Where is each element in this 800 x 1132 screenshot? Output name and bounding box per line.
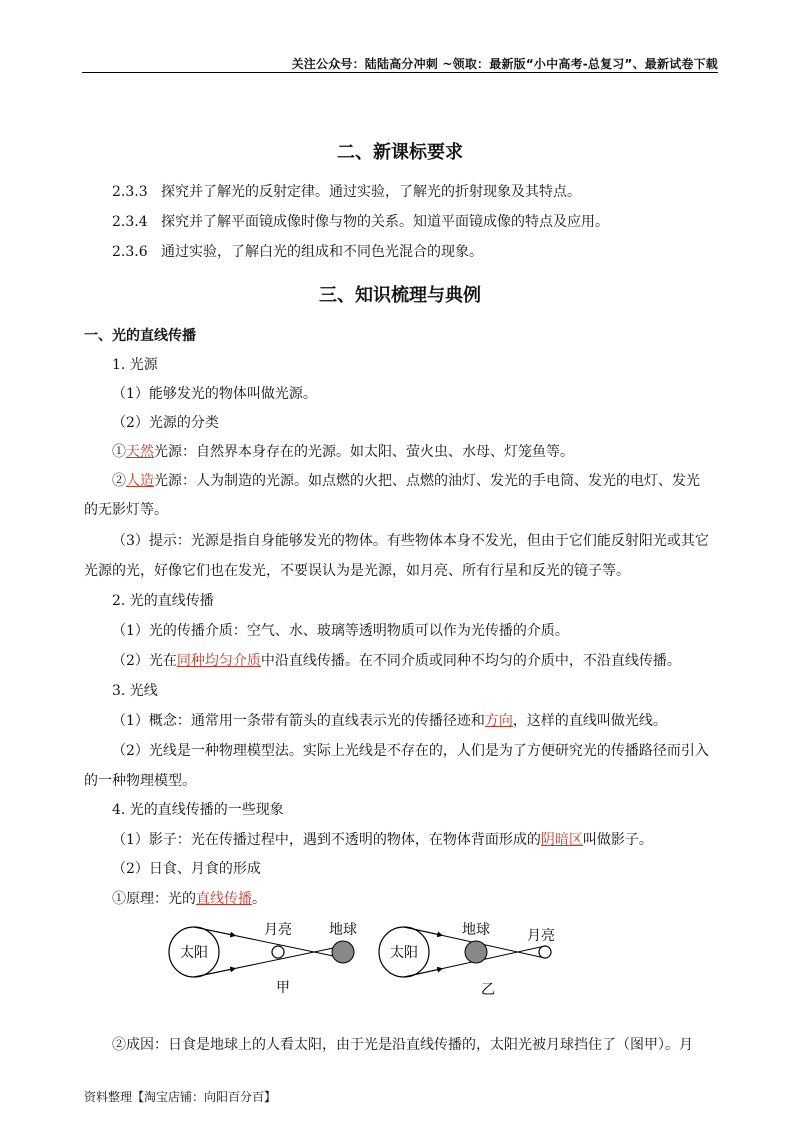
- paragraph-text: 光源：自然界本身存在的光源。如太阳、萤火虫、水母、灯笼鱼等。: [154, 444, 574, 460]
- paragraph-text: （1）影子：光在传播过程中，遇到不透明的物体，在物体背面形成的: [112, 832, 541, 848]
- section-title-curriculum: 二、新课标要求: [337, 142, 463, 163]
- moon-circle: [272, 946, 284, 958]
- point-title: 1. 光源: [112, 357, 158, 373]
- moon-circle: [539, 946, 551, 958]
- paragraph: [112, 650, 681, 670]
- point-title: 4. 光的直线传播的一些现象: [112, 802, 284, 818]
- paragraph: [112, 888, 266, 908]
- paragraph-text: （2）光在: [112, 653, 177, 669]
- earth-circle: [465, 941, 487, 963]
- paragraph-text: 叫做影子。: [582, 832, 653, 848]
- point-title: 3. 光线: [112, 683, 158, 699]
- point-title: 2. 光的直线传播: [112, 593, 214, 609]
- curriculum-item: [112, 211, 609, 231]
- list-marker: ②: [112, 473, 126, 489]
- earth-label: 地球: [462, 922, 490, 938]
- eclipse-diagram: [0, 914, 800, 1004]
- earth-circle: [332, 941, 354, 963]
- paragraph-continuation: 的一种物理模型。: [84, 773, 196, 789]
- earth-label: 地球: [329, 922, 357, 938]
- paragraph: [112, 829, 653, 849]
- paragraph: [112, 441, 574, 461]
- keyword-highlight: 方向: [484, 713, 513, 729]
- curriculum-code: 2.3.6: [112, 244, 148, 260]
- paragraph: （2）光源的分类: [112, 415, 219, 431]
- paragraph-text: 中沿直线传播。在不同介质或同种不均匀的介质中，不沿直线传播。: [260, 653, 681, 669]
- moon-label: 月亮: [264, 922, 292, 938]
- solar-eclipse-diagram: [169, 921, 357, 996]
- paragraph: （1）光的传播介质：空气、水、玻璃等透明物质可以作为光传播的介质。: [112, 623, 569, 639]
- keyword-highlight: 阴暗区: [540, 832, 583, 848]
- keyword-highlight: 直线传播: [196, 891, 252, 907]
- curriculum-code: 2.3.3: [112, 184, 148, 200]
- keyword-highlight: 人造: [126, 473, 154, 489]
- moon-label: 月亮: [527, 928, 555, 944]
- keyword-highlight: 同种均匀介质: [176, 653, 261, 669]
- page-header: 关注公众号：陆陆高分冲刺 ~领取：最新版“小中高考-总复习”、最新试卷下载: [291, 57, 718, 71]
- figure-caption: 甲: [276, 980, 290, 996]
- paragraph-text: （1）概念：通常用一条带有箭头的直线表示光的传播径迹和: [112, 713, 485, 729]
- list-marker: ①: [112, 444, 126, 460]
- paragraph: （3）提示：光源是指自身能够发光的物体。有些物体本身不发光，但由于它们能反射阳光或其它: [112, 533, 709, 549]
- subsection-heading: 一、光的直线传播: [84, 328, 196, 344]
- paragraph: （2）日食、月食的形成: [112, 861, 261, 877]
- section-title-knowledge: 三、知识梳理与典例: [319, 285, 481, 306]
- paragraph-continuation: 光源的光，好像它们也在发光，不要误认为是光源，如月亮、所有行星和反光的镜子等。: [84, 563, 630, 579]
- paragraph-text: 。: [252, 891, 266, 907]
- paragraph: ②成因：日食是地球上的人看太阳，由于光是沿直线传播的，太阳光被月球挡住了（图甲）。月: [112, 1037, 693, 1053]
- page-footer: 资料整理【淘宝店铺：向阳百分百】: [84, 1090, 277, 1104]
- curriculum-text: 探究并了解光的反射定律。通过实验，了解光的折射现象及其特点。: [160, 184, 581, 200]
- paragraph: [112, 710, 667, 730]
- header-divider: [82, 72, 718, 73]
- paragraph: （2）光线是一种物理模型法。实际上光线是不存在的，人们是为了方便研究光的传播路径而引入: [112, 743, 709, 759]
- curriculum-code: 2.3.4: [112, 214, 148, 230]
- curriculum-text: 探究并了解平面镜成像时像与物的关系。知道平面镜成像的特点及应用。: [160, 214, 609, 230]
- sun-label: 太阳: [180, 945, 208, 961]
- curriculum-item: [112, 241, 483, 261]
- paragraph-continuation: 的无影灯等。: [84, 502, 168, 518]
- sun-label: 太阳: [390, 945, 418, 961]
- paragraph-text: ，这样的直线叫做光线。: [512, 713, 667, 729]
- keyword-highlight: 天然: [126, 444, 154, 460]
- curriculum-text: 通过实验，了解白光的组成和不同色光混合的现象。: [160, 244, 483, 260]
- paragraph-text: ①原理：光的: [112, 891, 196, 907]
- paragraph: [112, 470, 700, 490]
- paragraph: （1）能够发光的物体叫做光源。: [112, 386, 317, 402]
- lunar-eclipse-diagram: [379, 921, 555, 998]
- paragraph-text: 光源：人为制造的光源。如点燃的火把、点燃的油灯、发光的手电筒、发光的电灯、发光: [154, 473, 700, 489]
- figure-caption: 乙: [481, 982, 495, 998]
- curriculum-item: [112, 181, 581, 201]
